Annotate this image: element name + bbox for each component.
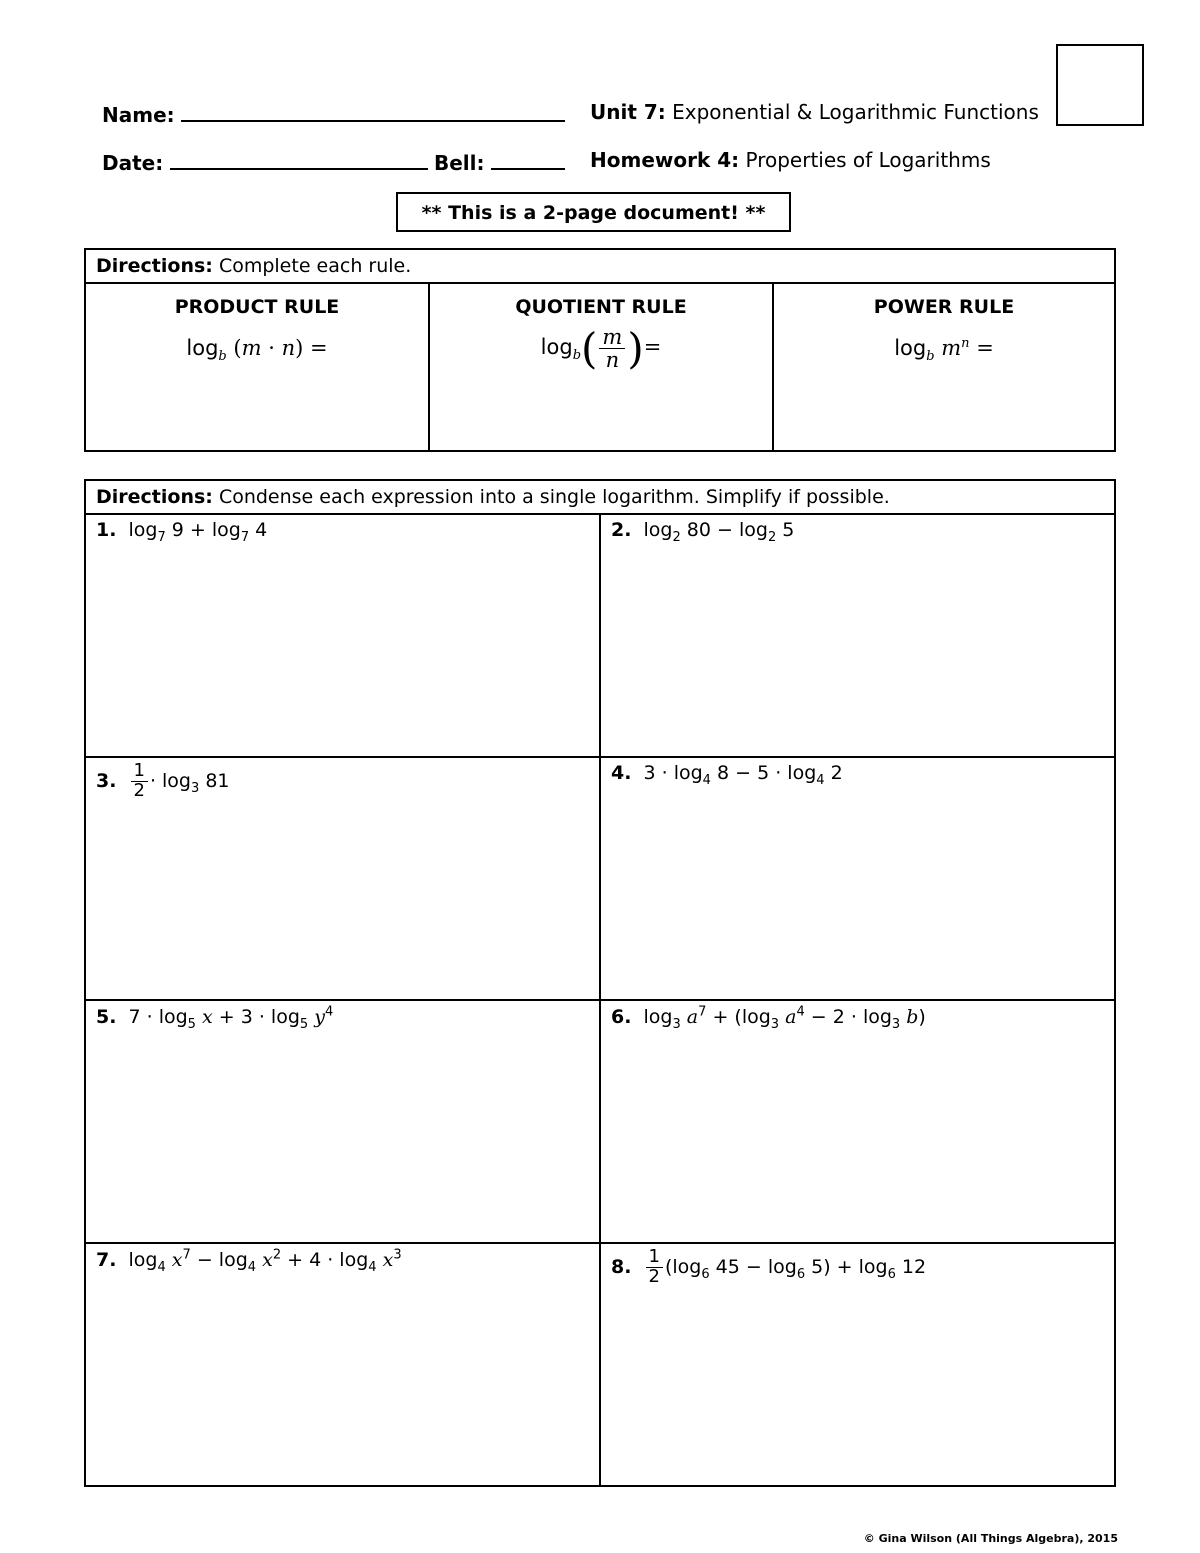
homework-heading [590, 148, 991, 172]
problem-expression: $\log_2 80 - \log_2 5$ [643, 519, 795, 545]
product-rule-title: PRODUCT RULE [174, 296, 340, 318]
problems-directions [85, 480, 1115, 514]
problems-table [84, 479, 1116, 1487]
problem-expression: $\frac{1}{2}$ · $\log_3 81$ [129, 770, 230, 792]
problem-number: 2. [611, 519, 632, 541]
power-rule-expression: $\log_b m^n$ = [894, 336, 994, 365]
copyright: © Gina Wilson (All Things Algebra), 2015 [863, 1532, 1118, 1545]
name-row [102, 100, 565, 127]
directions-label: Directions: [96, 486, 213, 508]
problem-number: 3. [96, 769, 117, 792]
problem-expression: $3 \cdot \log_4 8 - 5 \cdot \log_4 2$ [643, 762, 843, 788]
quotient-rule-title: QUOTIENT RULE [515, 296, 687, 318]
date-field[interactable] [170, 148, 428, 170]
problem-number: 4. [611, 762, 632, 784]
date-row [102, 148, 565, 175]
problem-expression: $7 \cdot \log_5 x + 3 \cdot \log_5 y^4$ [128, 1005, 334, 1033]
problem-expression: $\log_7 9 + \log_7 4$ [128, 519, 268, 545]
problem-number: 1. [96, 519, 117, 541]
problem-expression: $\log_4 x^7 - \log_4 x^2 + 4 \cdot \log_4 x^3$ [128, 1248, 402, 1276]
two-page-notice: ** This is a 2-page document! ** [396, 192, 791, 232]
quotient-rule-cell[interactable] [429, 283, 773, 451]
problem-number: 6. [611, 1006, 632, 1029]
name-field[interactable] [181, 100, 565, 122]
power-rule-title: POWER RULE [873, 296, 1015, 318]
unit-label: Unit 7: [590, 100, 666, 124]
quotient-rule-expression: $\log_b$( $\frac{m}{n}$ )= [540, 324, 662, 373]
product-rule-expression: $\log_b (m \cdot n)$ = [186, 336, 328, 365]
bell-label: Bell: [433, 151, 485, 175]
problem-number: 8. [611, 1255, 632, 1278]
problem-number: 5. [96, 1006, 117, 1029]
problem-1[interactable] [85, 514, 600, 757]
problem-3[interactable] [85, 757, 600, 1000]
homework-label: Homework 4: [590, 148, 740, 172]
date-label: Date: [102, 151, 164, 175]
bell-field[interactable] [491, 148, 565, 170]
directions-text: Condense each expression into a single logarithm. Simplify if possible. [218, 486, 890, 508]
score-box[interactable] [1056, 44, 1144, 126]
problem-7[interactable] [85, 1243, 600, 1486]
rules-directions [85, 249, 1115, 283]
homework-title: Properties of Logarithms [745, 148, 991, 172]
directions-label: Directions: [96, 255, 213, 277]
rules-table [84, 248, 1116, 452]
unit-heading [590, 100, 1039, 124]
problem-5[interactable] [85, 1000, 600, 1243]
name-label: Name: [102, 103, 175, 127]
problem-expression: $\log_3 a^7 + (\log_3$ $a^4 - 2 \cdot \log_3 b$) [643, 1005, 926, 1033]
power-rule-cell[interactable] [773, 283, 1115, 451]
problem-8[interactable] [600, 1243, 1115, 1486]
problem-2[interactable] [600, 514, 1115, 757]
unit-title: Exponential & Logarithmic Functions [672, 100, 1039, 124]
problem-6[interactable] [600, 1000, 1115, 1243]
product-rule-cell[interactable] [85, 283, 429, 451]
problem-expression: $\frac{1}{2}$ ($\log_6$ $45 - \log_6 5) + \log_6 12$ [644, 1256, 927, 1278]
problem-4[interactable] [600, 757, 1115, 1000]
directions-text: Complete each rule. [218, 255, 412, 277]
problem-number: 7. [96, 1249, 117, 1272]
